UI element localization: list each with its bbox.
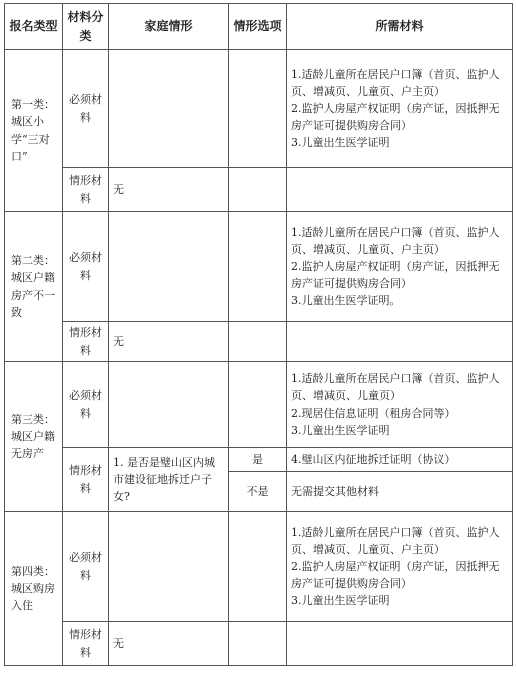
cat3-family-situation-empty — [109, 362, 229, 448]
header-situation-option: 情形选项 — [229, 4, 287, 50]
cat1-material-1: 1.适龄儿童所在居民户口簿（首页、监护人页、增减页、儿童页、户主页） — [291, 67, 500, 98]
cat1-material-2: 2.监护人房屋产权证明（房产证，因抵押无房产证可提供购房合同） — [291, 101, 500, 133]
cat1-situational-row — [5, 168, 513, 212]
cat1-material-empty — [287, 168, 513, 212]
cat2-required-label: 必须材料 — [63, 212, 109, 322]
cat1-family-situation-empty — [109, 50, 229, 168]
header-required-materials: 所需材料 — [287, 4, 513, 50]
cat2-type: 第二类：城区户籍房产不一致 — [5, 212, 63, 362]
cat1-required-label: 必须材料 — [63, 50, 109, 168]
cat4-required-row — [5, 512, 513, 622]
cat3-option-yes-material: 4.璧山区内征地拆迁证明（协议） — [287, 448, 513, 472]
header-material-category: 材料分类 — [63, 4, 109, 50]
cat1-required-row — [5, 50, 513, 168]
cat4-situation-none: 无 — [109, 622, 229, 666]
cat3-required-row — [5, 362, 513, 448]
cat4-required-materials — [287, 512, 513, 622]
cat4-material-1: 1.适龄儿童所在居民户口簿（首页、监护人页、增减页、儿童页、户主页） — [291, 525, 500, 556]
cat3-material-1: 1.适龄儿童所在居民户口簿（首页、监护人页、增减页、儿童页） — [291, 372, 500, 403]
cat2-family-situation-empty — [109, 212, 229, 322]
cat3-required-label: 必须材料 — [63, 362, 109, 448]
cat3-material-2: 2.现居住信息证明（租房合同等） — [291, 406, 456, 420]
cat1-situation-none: 无 — [109, 168, 229, 212]
cat1-option-empty — [229, 50, 287, 168]
cat2-situational-row — [5, 322, 513, 362]
header-row — [5, 4, 513, 50]
cat3-option-no-material: 无需提交其他材料 — [287, 472, 513, 512]
cat3-type: 第三类：城区户籍无房产 — [5, 362, 63, 512]
cat1-material-3: 3.儿童出生医学证明 — [291, 136, 390, 150]
cat4-required-label: 必须材料 — [63, 512, 109, 622]
cat1-required-materials — [287, 50, 513, 168]
cat2-option-empty-2 — [229, 322, 287, 362]
cat2-material-3: 3.儿童出生医学证明。 — [291, 294, 401, 308]
cat4-situational-row — [5, 622, 513, 666]
cat2-required-row — [5, 212, 513, 322]
cat4-material-3: 3.儿童出生医学证明 — [291, 594, 390, 608]
cat4-option-empty — [229, 512, 287, 622]
cat2-material-2: 2.监护人房屋产权证明（房产证，因抵押无房产证可提供购房合同） — [291, 259, 500, 291]
cat4-material-empty — [287, 622, 513, 666]
cat2-option-empty — [229, 212, 287, 322]
cat3-required-materials — [287, 362, 513, 448]
cat3-option-no: 不是 — [229, 472, 287, 512]
cat1-situational-label: 情形材料 — [63, 168, 109, 212]
cat4-option-empty-2 — [229, 622, 287, 666]
cat3-option-yes: 是 — [229, 448, 287, 472]
cat2-situation-none: 无 — [109, 322, 229, 362]
cat4-material-2: 2.监护人房屋产权证明（房产证，因抵押无房产证可提供购房合同） — [291, 559, 500, 591]
cat4-type: 第四类：城区购房入住 — [5, 512, 63, 666]
cat3-situation-question: 1. 是否是璧山区内城市建设征地拆迁户子女? — [109, 448, 229, 512]
cat2-situational-label: 情形材料 — [63, 322, 109, 362]
cat3-situational-label: 情形材料 — [63, 448, 109, 512]
enrollment-materials-table — [4, 3, 513, 666]
cat4-family-situation-empty — [109, 512, 229, 622]
cat3-option-empty — [229, 362, 287, 448]
cat4-situational-label: 情形材料 — [63, 622, 109, 666]
cat1-option-empty-2 — [229, 168, 287, 212]
header-family-situation: 家庭情形 — [109, 4, 229, 50]
cat2-material-empty — [287, 322, 513, 362]
cat2-required-materials — [287, 212, 513, 322]
cat2-material-1: 1.适龄儿童所在居民户口簿（首页、监护人页、增减页、儿童页、户主页） — [291, 225, 500, 256]
cat3-material-3: 3.儿童出生医学证明 — [291, 423, 390, 437]
cat1-type: 第一类：城区小学“三对口” — [5, 50, 63, 212]
cat3-situational-row-yes — [5, 448, 513, 472]
header-registration-type: 报名类型 — [5, 4, 63, 50]
